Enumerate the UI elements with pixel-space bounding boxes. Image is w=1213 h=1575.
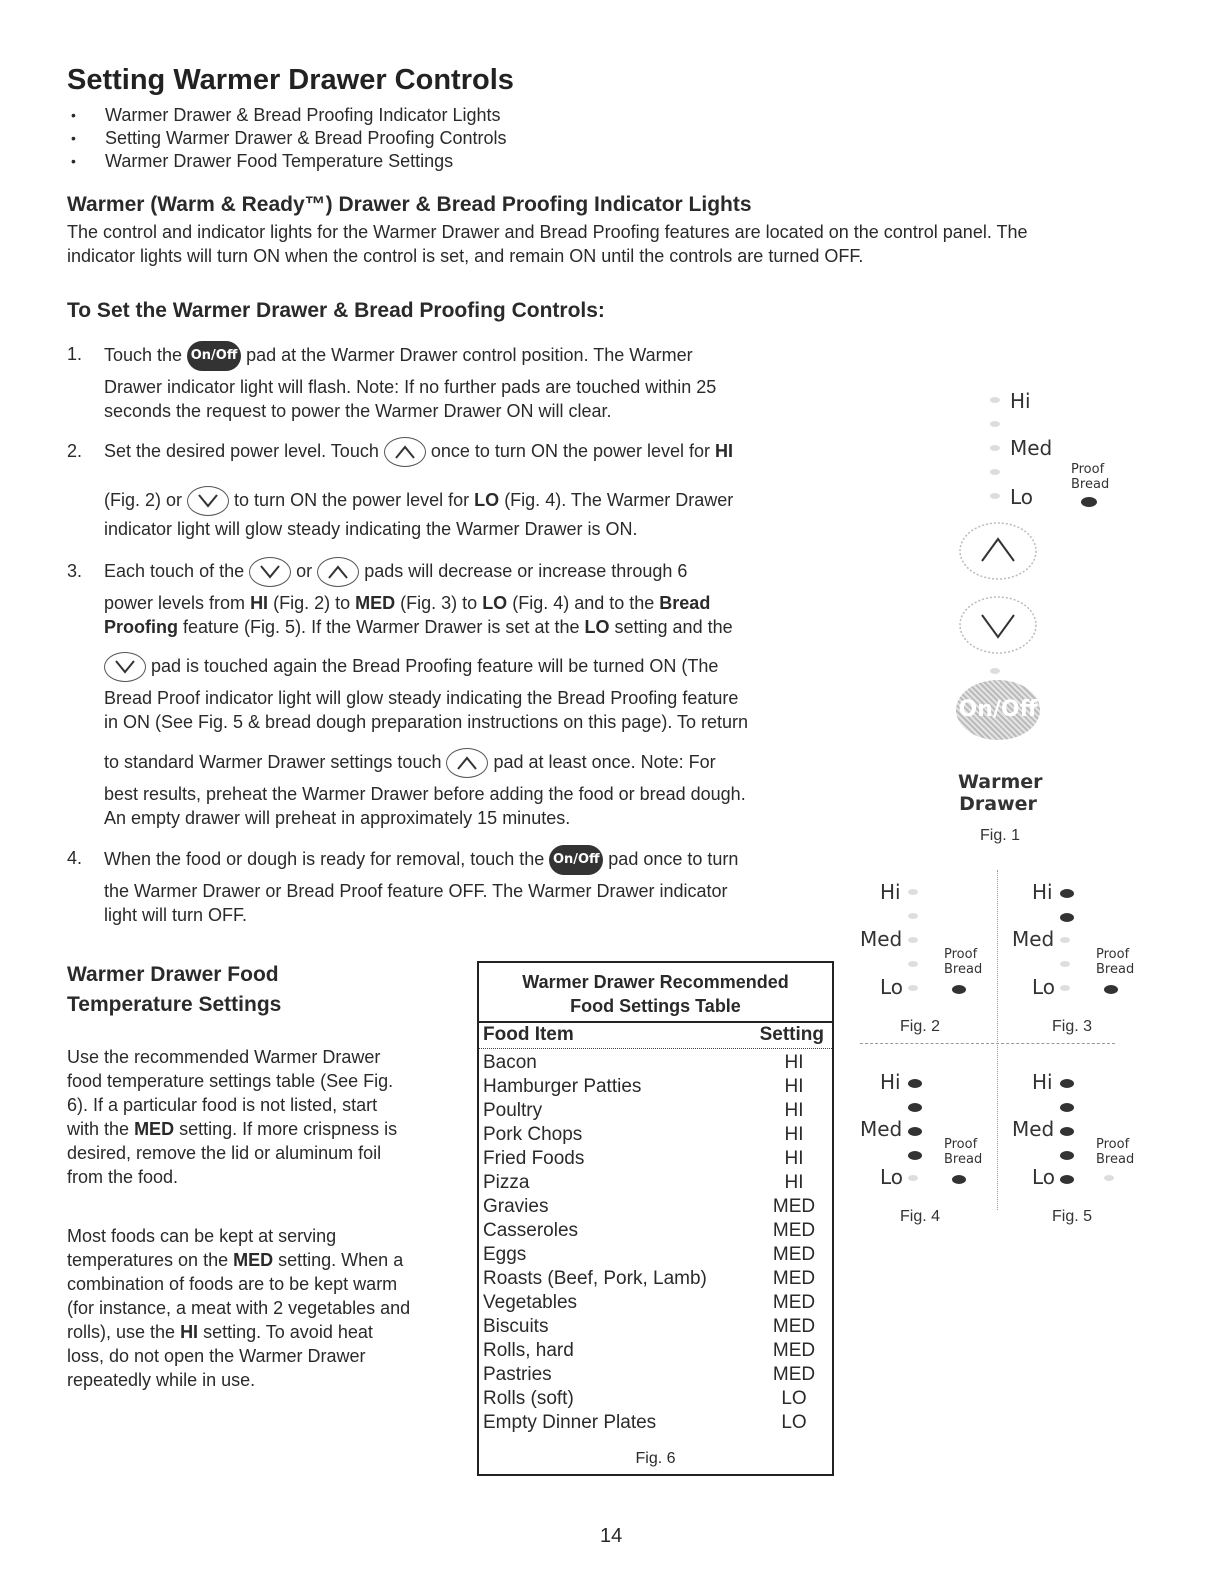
down-arrow-icon — [104, 652, 146, 682]
figure-caption: Fig. 5 — [1052, 1208, 1093, 1225]
text: pad is touched again the Bread Proofing feature will be turned ON (The — [151, 655, 719, 676]
setting-cell: MED — [772, 1364, 816, 1385]
text: HI — [180, 1322, 199, 1342]
column-header-food: Food Item — [483, 1024, 574, 1045]
text: Set the desired power level. Touch — [104, 440, 379, 461]
indicator-light — [1060, 1151, 1074, 1160]
indicator-lights-heading: Warmer (Warm & Ready™) Drawer & Bread Proofing Indicator Lights — [67, 193, 752, 216]
level-label-lo: Lo — [880, 975, 904, 999]
indicator-light — [908, 937, 918, 943]
table-row — [483, 1339, 824, 1363]
figure-caption: Fig. 4 — [900, 1208, 941, 1225]
text: setting and the — [614, 617, 733, 637]
control-panel-figure — [950, 385, 1120, 855]
food-temp-heading — [67, 960, 281, 1020]
step-4-line: the Warmer Drawer or Bread Proof feature OFF. The Warmer Drawer indicator — [104, 881, 728, 901]
text: pad at least once. Note: For — [493, 751, 716, 772]
level-label-hi: Hi — [1032, 880, 1053, 904]
table-row — [483, 1075, 824, 1099]
level-label-lo: Lo — [880, 1165, 904, 1189]
level-label-lo: Lo — [1032, 1165, 1056, 1189]
toc-item: • Warmer Drawer & Bread Proofing Indicator Lights — [67, 104, 506, 127]
table-row — [483, 1315, 824, 1339]
down-arrow-icon — [249, 557, 291, 587]
table-row — [483, 1243, 824, 1267]
indicator-light — [908, 985, 918, 991]
text-line — [67, 1320, 467, 1344]
indicator-light — [1060, 1175, 1074, 1184]
heading-line: Temperature Settings — [67, 993, 282, 1016]
text: Drawer — [959, 793, 1037, 815]
table-header — [483, 1024, 824, 1046]
step-3-line — [104, 593, 710, 614]
indicator-light — [908, 1127, 922, 1136]
table-title-line: Food Settings Table — [570, 996, 741, 1016]
setting-cell: HI — [784, 1100, 804, 1121]
toc-list — [67, 104, 506, 173]
up-arrow-icon — [958, 521, 1038, 581]
level-label-med: Med — [1012, 927, 1055, 951]
indicator-light — [952, 985, 966, 994]
level-label-hi: Hi — [1010, 389, 1031, 413]
indicator-lights-text — [67, 220, 1177, 268]
text: MED — [233, 1250, 274, 1270]
step-3-line — [104, 617, 733, 638]
step-1-line — [104, 341, 693, 371]
proof-indicator-light — [1081, 497, 1097, 507]
setting-cell: MED — [772, 1340, 816, 1361]
text: Bread — [944, 1152, 983, 1167]
step-number: 4. — [67, 848, 83, 868]
step-2-line — [104, 437, 733, 467]
text: temperatures on the — [67, 1250, 229, 1270]
level-label-med: Med — [1010, 436, 1053, 460]
level-label-lo: Lo — [1032, 975, 1056, 999]
table-row — [483, 1387, 824, 1411]
text: Touch the — [104, 344, 183, 365]
indicator-light — [1060, 1103, 1074, 1112]
table-row — [483, 1147, 824, 1171]
text: Proof — [1071, 462, 1105, 477]
step-3-line: Bread Proof indicator light will glow steady indicating the Bread Proofing feature — [104, 688, 739, 708]
food-item-cell: Pizza — [483, 1172, 530, 1193]
indicator-light — [908, 1079, 922, 1088]
text: or — [296, 560, 313, 581]
text: (Fig. 2) to — [273, 593, 351, 613]
step-2-line: indicator light will glow steady indicating the Warmer Drawer is ON. — [104, 519, 638, 539]
food-item-cell: Hamburger Patties — [483, 1076, 642, 1097]
step-number: 1. — [67, 344, 83, 364]
setting-cell: MED — [772, 1220, 816, 1241]
setting-cell: HI — [784, 1148, 804, 1169]
text-line: food temperature settings table (See Fig. — [67, 1071, 394, 1091]
setting-cell: LO — [781, 1388, 807, 1409]
text: (Fig. 4) and to the — [512, 593, 655, 613]
text: LO — [584, 617, 610, 637]
figure-caption: Fig. 1 — [980, 827, 1021, 844]
setting-cell: MED — [772, 1292, 816, 1313]
text: setting. To avoid heat — [203, 1322, 373, 1342]
table-row — [483, 1411, 824, 1435]
indicator-light — [908, 1151, 922, 1160]
table-row — [483, 1267, 824, 1291]
indicator-light — [1060, 1127, 1074, 1136]
level-label-lo: Lo — [1010, 485, 1034, 509]
indicator-light — [908, 913, 918, 919]
setting-cell: MED — [772, 1268, 816, 1289]
food-settings-table — [477, 961, 834, 1476]
indicator-light — [1104, 1175, 1114, 1181]
text-line: repeatedly while in use. — [67, 1370, 256, 1390]
text: setting. If more crispness is — [179, 1119, 398, 1139]
proof-bread-label — [1096, 947, 1134, 977]
text: pads will decrease or increase through 6 — [364, 560, 688, 581]
text-line: Most foods can be kept at serving — [67, 1226, 337, 1246]
indicator-light — [1060, 985, 1070, 991]
setting-cell: LO — [781, 1412, 807, 1433]
setting-cell: MED — [772, 1316, 816, 1337]
step-1-line: seconds the request to power the Warmer Drawer ON will clear. — [104, 401, 612, 421]
onoff-button-icon: On/Off — [549, 845, 603, 875]
food-item-cell: Roasts (Beef, Pork, Lamb) — [483, 1268, 707, 1289]
text: MED — [355, 593, 396, 613]
text: HI — [250, 593, 269, 613]
text: HI — [715, 440, 734, 461]
step-4-line — [104, 845, 738, 875]
text: pad at the Warmer Drawer control position. The Warmer — [246, 344, 693, 365]
text: When the food or dough is ready for removal, touch the — [104, 848, 545, 869]
column-header-setting: Setting — [759, 1024, 824, 1045]
text: Warmer — [958, 771, 1043, 793]
proof-bread-label — [944, 947, 982, 977]
indicator-light — [908, 1103, 922, 1112]
indicator-light — [908, 961, 918, 967]
table-body — [483, 1051, 824, 1435]
level-label-med: Med — [860, 1117, 903, 1141]
table-title — [479, 970, 832, 1018]
food-item-cell: Pastries — [483, 1364, 552, 1385]
setting-cell: HI — [784, 1172, 804, 1193]
step-4-line: light will turn OFF. — [104, 905, 248, 925]
text: power levels from — [104, 593, 246, 613]
indicator-light — [1060, 889, 1074, 898]
step-3-line — [104, 652, 718, 682]
step-number: 2. — [67, 441, 83, 461]
step-3-line: in ON (See Fig. 5 & bread dough preparation instructions on this page). To return — [104, 712, 749, 732]
text: feature (Fig. 5). If the Warmer Drawer is set at the — [183, 617, 580, 637]
text: Bread — [1096, 962, 1135, 977]
text-line: combination of foods are to be kept warm — [67, 1274, 398, 1294]
toc-item: • Warmer Drawer Food Temperature Settings — [67, 150, 506, 173]
text: Proof — [944, 947, 978, 962]
text: to standard Warmer Drawer settings touch — [104, 751, 442, 772]
text: LO — [482, 593, 508, 613]
level-label-med: Med — [860, 927, 903, 951]
setting-cell: MED — [772, 1244, 816, 1265]
setting-cell: HI — [784, 1076, 804, 1097]
indicator-light — [908, 889, 918, 895]
table-row — [483, 1051, 824, 1075]
indicator-light — [1060, 937, 1070, 943]
food-item-cell: Pork Chops — [483, 1124, 583, 1145]
text-line — [67, 1248, 467, 1272]
text-line: desired, remove the lid or aluminum foil — [67, 1143, 382, 1163]
onoff-pad-icon: On/Off — [956, 680, 1040, 740]
down-arrow-icon — [958, 595, 1038, 655]
food-item-cell: Empty Dinner Plates — [483, 1412, 657, 1433]
figure-caption: Fig. 3 — [1052, 1018, 1093, 1035]
text: to turn ON the power level for — [234, 489, 470, 510]
text: once to turn ON the power level for — [430, 440, 711, 461]
indicator-light — [1104, 985, 1118, 994]
text-line: loss, do not open the Warmer Drawer — [67, 1346, 366, 1366]
text: LO — [474, 489, 500, 510]
text: (Fig. 2) or — [104, 489, 183, 510]
table-row — [483, 1219, 824, 1243]
text: Bread — [1071, 477, 1110, 492]
figure-caption: Fig. 6 — [635, 1450, 676, 1467]
text-line: The control and indicator lights for the Warmer Drawer and Bread Proofing features are located on the control panel. The — [67, 222, 1028, 242]
page-number: 14 — [600, 1525, 623, 1547]
text: Each touch of the — [104, 560, 245, 581]
text-line: Use the recommended Warmer Drawer — [67, 1047, 381, 1067]
set-controls-heading: To Set the Warmer Drawer & Bread Proofing Controls: — [67, 299, 605, 322]
level-label-hi: Hi — [880, 1070, 901, 1094]
text: pad once to turn — [608, 848, 739, 869]
text: Proof — [1096, 947, 1130, 962]
indicator-light — [1060, 961, 1070, 967]
step-3-line — [104, 748, 716, 778]
text-line — [67, 1117, 467, 1141]
figure-caption: Fig. 2 — [900, 1018, 941, 1035]
step-3-line: best results, preheat the Warmer Drawer before adding the food or bread dough. — [104, 784, 746, 804]
text: (Fig. 3) to — [400, 593, 478, 613]
level-label-med: Med — [1012, 1117, 1055, 1141]
heading-line: Warmer Drawer Food — [67, 963, 279, 986]
step-number: 3. — [67, 561, 83, 581]
indicator-light — [952, 1175, 966, 1184]
table-row — [483, 1195, 824, 1219]
food-item-cell: Rolls, hard — [483, 1340, 574, 1361]
page-title: Setting Warmer Drawer Controls — [67, 64, 514, 96]
indicator-light — [1060, 1079, 1074, 1088]
indicator-light — [908, 1175, 918, 1181]
table-title-line: Warmer Drawer Recommended — [522, 972, 789, 992]
table-row — [483, 1171, 824, 1195]
food-item-cell: Bacon — [483, 1052, 537, 1073]
step-2-line — [104, 486, 733, 516]
text: (Fig. 4). The Warmer Drawer — [504, 489, 734, 510]
toc-item: • Setting Warmer Drawer & Bread Proofing Controls — [67, 127, 506, 150]
text-line: indicator lights will turn ON when the control is set, and remain ON until the controls are turned OFF. — [67, 246, 864, 266]
text: with the — [67, 1119, 130, 1139]
setting-cell: MED — [772, 1196, 816, 1217]
text-line: (for instance, a meat with 2 vegetables and — [67, 1298, 411, 1318]
text: MED — [134, 1119, 175, 1139]
food-item-cell: Casseroles — [483, 1220, 579, 1241]
table-row — [483, 1099, 824, 1123]
text: Bread — [1096, 1152, 1135, 1167]
text-line: from the food. — [67, 1167, 179, 1187]
food-temp-para-2 — [67, 1224, 467, 1392]
level-label-hi: Hi — [1032, 1070, 1053, 1094]
food-item-cell: Eggs — [483, 1244, 527, 1265]
food-item-cell: Poultry — [483, 1100, 543, 1121]
step-3-line — [104, 557, 687, 587]
text: Bread — [944, 962, 983, 977]
text: Bread — [659, 593, 711, 613]
food-item-cell: Vegetables — [483, 1292, 578, 1313]
setting-cell: HI — [784, 1052, 804, 1073]
proof-bread-label — [1071, 462, 1109, 492]
text: rolls), use the — [67, 1322, 176, 1342]
setting-cell: HI — [784, 1124, 804, 1145]
text: Proof — [944, 1137, 978, 1152]
level-label-hi: Hi — [880, 880, 901, 904]
warmer-drawer-label — [958, 771, 1043, 815]
text-line: 6). If a particular food is not listed, start — [67, 1095, 378, 1115]
step-3-line: An empty drawer will preheat in approximately 15 minutes. — [104, 808, 571, 828]
food-item-cell: Biscuits — [483, 1316, 549, 1337]
food-temp-para-1 — [67, 1045, 467, 1189]
food-item-cell: Rolls (soft) — [483, 1388, 574, 1409]
indicator-light — [1060, 913, 1074, 922]
text: Proof — [1096, 1137, 1130, 1152]
table-row — [483, 1291, 824, 1315]
food-item-cell: Fried Foods — [483, 1148, 585, 1169]
table-row — [483, 1363, 824, 1387]
step-1-line: Drawer indicator light will flash. Note: If no further pads are touched within 25 — [104, 377, 717, 397]
table-row — [483, 1123, 824, 1147]
up-arrow-icon — [446, 748, 488, 778]
text: Proofing — [104, 617, 178, 637]
onoff-button-icon: On/Off — [187, 341, 241, 371]
proof-bread-label — [944, 1137, 982, 1167]
up-arrow-icon — [384, 437, 426, 467]
down-arrow-icon — [187, 486, 229, 516]
text: setting. When a — [278, 1250, 404, 1270]
proof-bread-label — [1096, 1137, 1134, 1167]
up-arrow-icon — [317, 557, 359, 587]
food-item-cell: Gravies — [483, 1196, 549, 1217]
